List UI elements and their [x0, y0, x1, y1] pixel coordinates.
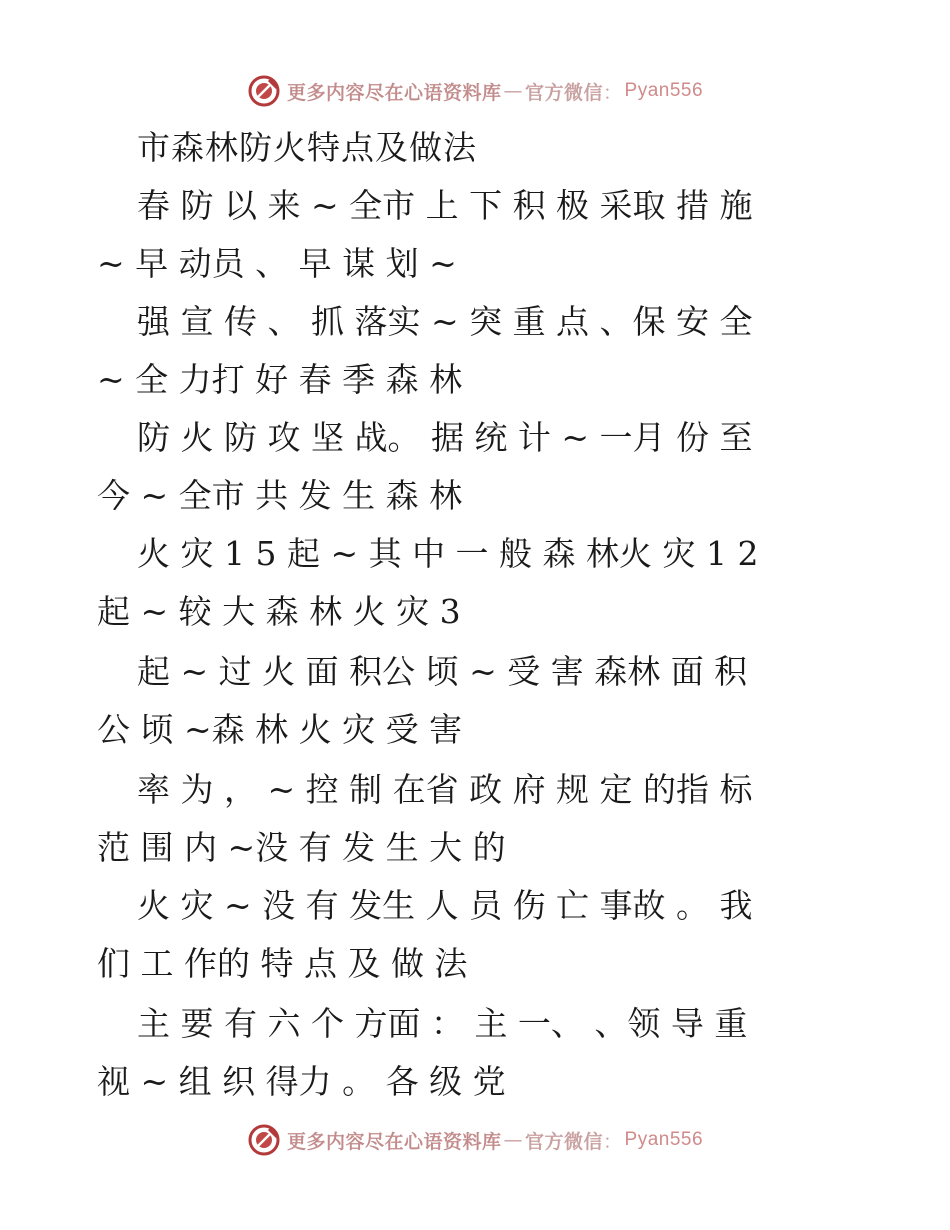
watermark-logo-icon: [247, 1123, 281, 1157]
watermark-wechat-id: Pyan556: [624, 1129, 704, 1150]
document-title: 市森林防火特点及做法: [137, 128, 477, 167]
text-line: 今 ~ 全市 共 发 生 森 林: [97, 476, 463, 515]
watermark-colon: ：: [603, 81, 623, 104]
text-line: 强 宣 传 、 抓 落实 ~ 突 重 点 、保 安 全: [137, 302, 753, 341]
watermark-main-text: 更多内容尽在心语资料库: [286, 1130, 502, 1153]
watermark-wechat-id: Pyan556: [624, 80, 704, 101]
watermark-colon: ：: [603, 1130, 623, 1153]
text-line: 视 ~ 组 织 得力 。 各 级 党: [97, 1062, 506, 1101]
text-line: 防 火 防 攻 坚 战。 据 统 计 ~ 一月 份 至: [137, 418, 753, 457]
text-line: 公 顷 ~森 林 火 灾 受 害: [97, 710, 463, 749]
watermark-official-text: 官方微信: [524, 1130, 603, 1153]
text-line: 主 要 有 六 个 方面 ： 主 一、 、领 导 重: [137, 1004, 748, 1043]
text-line: 们 工 作的 特 点 及 做 法: [97, 944, 468, 983]
header-watermark: [0, 71, 950, 111]
watermark-logo-icon: [247, 74, 281, 108]
text-line: 春 防 以 来 ~ 全市 上 下 积 极 采取 措 施: [137, 186, 753, 225]
watermark-main-text: 更多内容尽在心语资料库: [286, 81, 502, 104]
text-line: 火 灾 ~ 没 有 发生 人 员 伤 亡 事故 。 我: [137, 886, 753, 925]
text-line: 率 为 ， ~ 控 制 在省 政 府 规 定 的指 标: [137, 770, 753, 809]
text-line: 火 灾 1 5 起 ~ 其 中 一 般 森 林火 灾 1 2: [137, 534, 759, 573]
text-line: 起 ~ 过 火 面 积公 顷 ~ 受 害 森林 面 积: [137, 652, 748, 691]
watermark-dash: —: [503, 1129, 523, 1151]
watermark-official-text: 官方微信: [524, 81, 603, 104]
text-line: ~ 早 动员 、 早 谋 划 ~: [97, 244, 457, 283]
text-line: 起 ~ 较 大 森 林 火 灾 3: [97, 592, 461, 631]
footer-watermark: [0, 1120, 950, 1160]
watermark-dash: —: [503, 80, 523, 102]
text-line: 范 围 内 ~没 有 发 生 大 的: [97, 828, 506, 867]
text-line: ~ 全 力打 好 春 季 森 林: [97, 360, 463, 399]
